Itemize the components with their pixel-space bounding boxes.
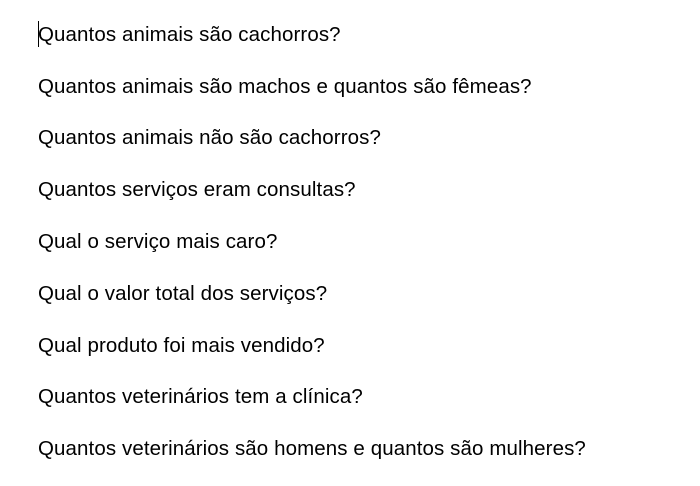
question-line-5[interactable]: Qual o serviço mais caro?	[38, 230, 278, 253]
question-line-8[interactable]: Quantos veterinários tem a clínica?	[38, 385, 363, 408]
question-line-4[interactable]: Quantos serviços eram consultas?	[38, 178, 356, 201]
question-line-1[interactable]: Quantos animais são cachorros?	[38, 23, 341, 46]
question-line-6[interactable]: Qual o valor total dos serviços?	[38, 282, 328, 305]
question-line-3[interactable]: Quantos animais não são cachorros?	[38, 126, 381, 149]
question-line-9[interactable]: Quantos veterinários são homens e quantos são mulheres?	[38, 437, 586, 460]
question-line-7[interactable]: Qual produto foi mais vendido?	[38, 334, 325, 357]
question-line-2[interactable]: Quantos animais são machos e quantos são fêmeas?	[38, 75, 532, 98]
